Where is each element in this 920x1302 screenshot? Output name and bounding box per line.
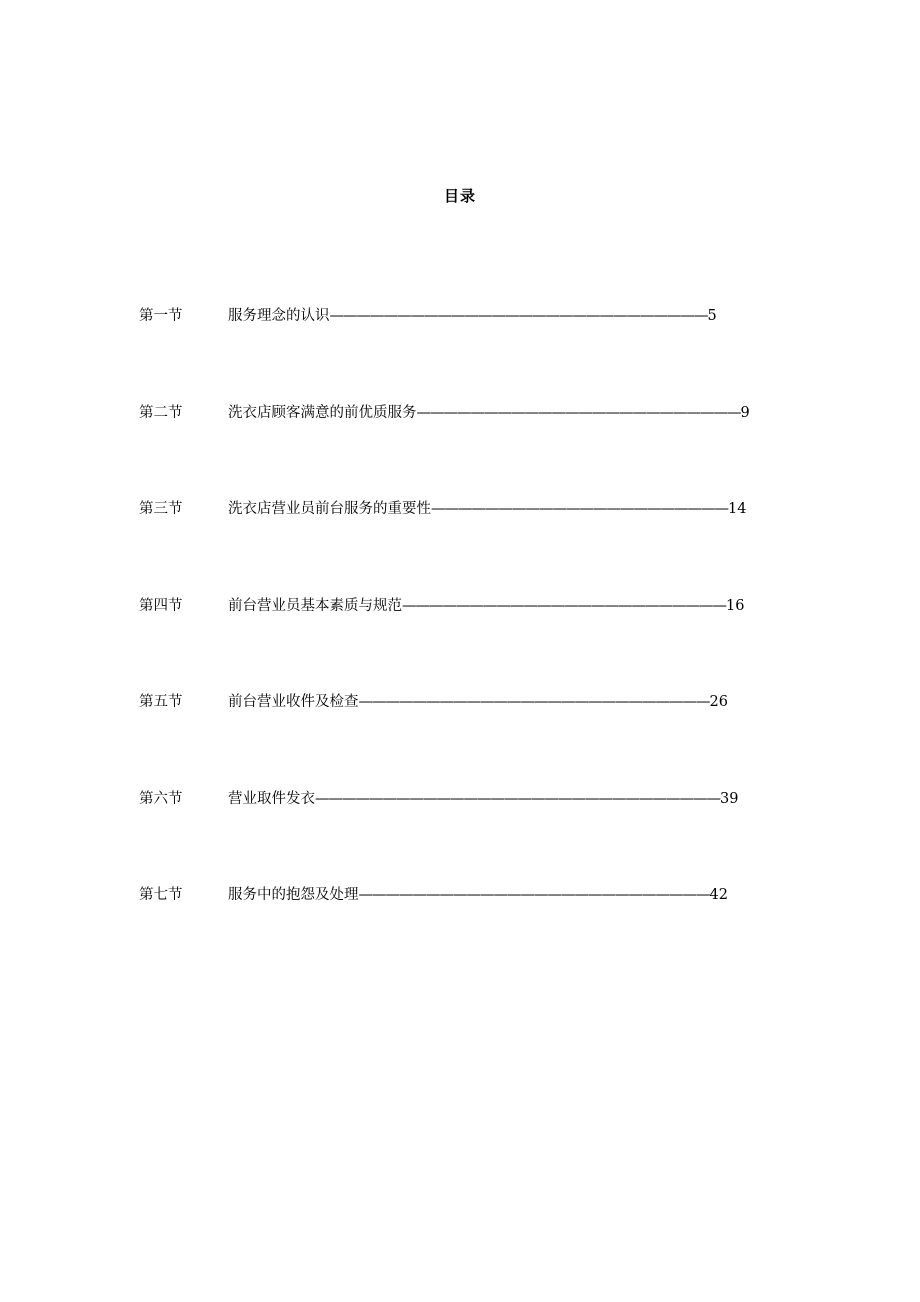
toc-section-number: 第三节	[139, 501, 183, 517]
toc-entry	[139, 402, 750, 499]
toc-section-number: 第六节	[139, 790, 183, 807]
toc-leader: ————————————————————————	[416, 404, 741, 421]
toc-page-number: 26	[709, 694, 728, 710]
toc-title: 目录	[443, 187, 476, 205]
toc-heading: 服务理念的认识	[228, 308, 330, 324]
toc-heading: 洗衣店顾客满意的前优质服务	[228, 404, 417, 421]
toc-page-number: 14	[728, 501, 747, 517]
toc-leader: ————————————————————————————	[329, 308, 708, 324]
toc-page-number: 16	[726, 597, 745, 614]
toc-entry	[139, 691, 739, 788]
toc-leader: ————————————————————————	[402, 597, 726, 614]
toc-entry	[139, 305, 739, 402]
toc-heading-line	[228, 402, 750, 424]
toc-section-number: 第二节	[139, 404, 183, 421]
toc-entry	[139, 498, 747, 595]
toc-heading-line	[228, 498, 746, 520]
toc-heading: 前台营业收件及检查	[228, 694, 359, 710]
toc-leader: ——————————————————————————————	[315, 790, 720, 807]
toc-leader: ——————————————————————————	[358, 887, 710, 903]
toc-heading: 洗衣店营业员前台服务的重要性	[228, 501, 431, 517]
toc-leader: ——————————————————————————	[358, 694, 710, 710]
toc-heading: 服务中的抱怨及处理	[228, 887, 359, 903]
toc-page-number: 5	[707, 308, 717, 324]
toc-section-number: 第五节	[139, 694, 183, 710]
toc-entry	[139, 788, 739, 885]
toc-heading-line	[228, 691, 728, 713]
toc-heading-line	[228, 305, 717, 327]
toc-section-number: 第一节	[139, 308, 183, 324]
toc-leader: ——————————————————————	[431, 501, 728, 517]
toc-section-number: 第七节	[139, 887, 183, 903]
toc-section-number: 第四节	[139, 597, 183, 614]
toc-page-number: 39	[720, 790, 739, 807]
toc-heading: 营业取件发衣	[228, 790, 315, 807]
toc-entry	[139, 595, 745, 692]
toc-heading-line	[228, 788, 738, 810]
toc-heading-line	[228, 595, 744, 617]
toc-page-number: 42	[709, 887, 728, 903]
toc-list	[139, 305, 750, 981]
toc-heading: 前台营业员基本素质与规范	[228, 597, 402, 614]
toc-heading-line	[228, 884, 728, 906]
toc-entry	[139, 884, 739, 981]
toc-page-number: 9	[740, 404, 750, 421]
